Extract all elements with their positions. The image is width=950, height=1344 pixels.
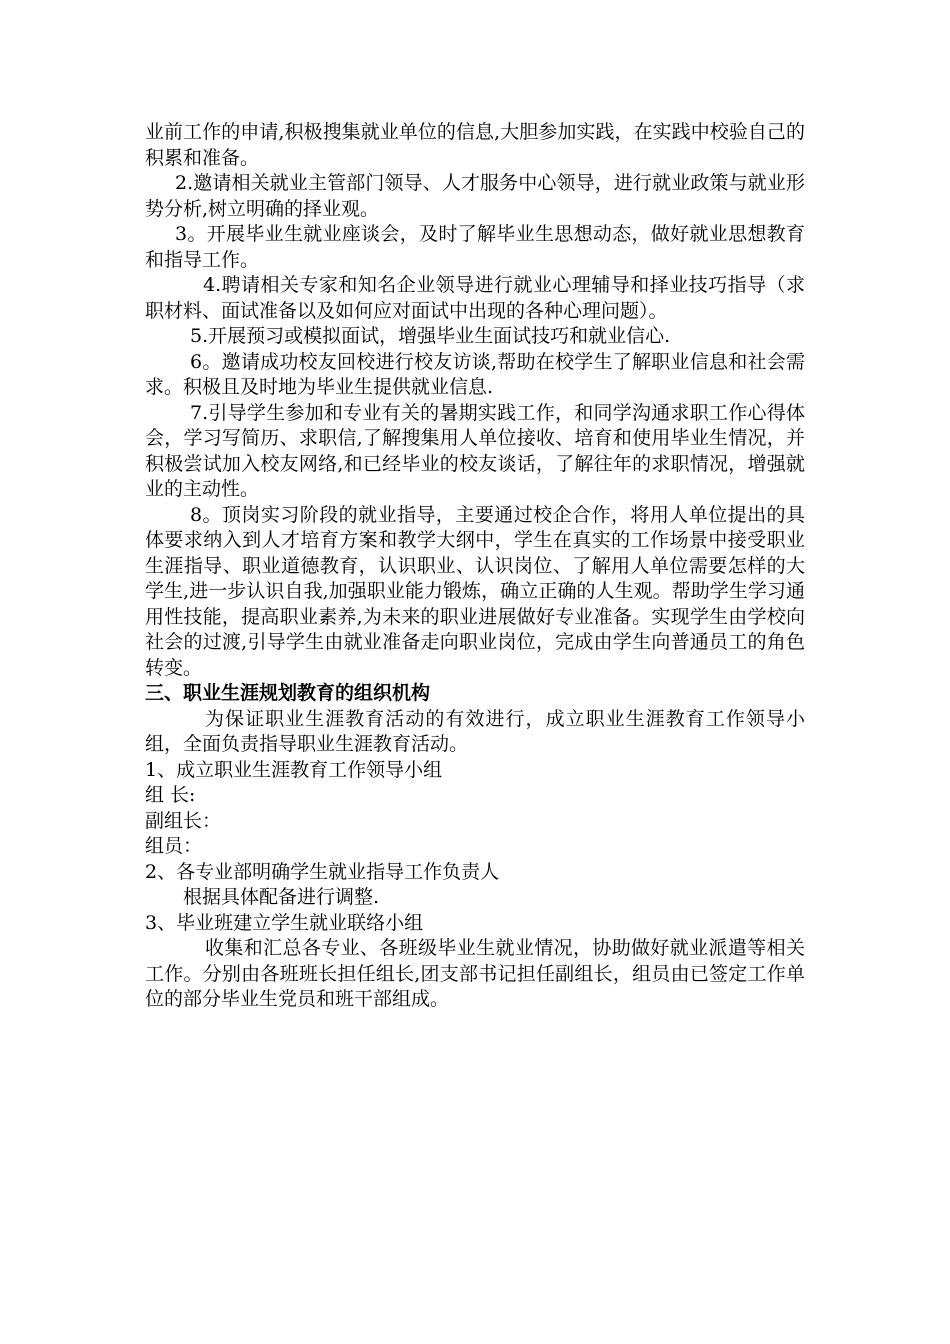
list-item-1: 1、成立职业生涯教育工作领导小组	[145, 758, 443, 781]
paragraph-item-5: 5.开展预习或模拟面试，增强毕业生面试技巧和就业信心.	[190, 325, 671, 347]
group-leader-label: 组 长:	[145, 784, 196, 806]
section-heading: 三、职业生涯规划教育的组织机构	[145, 682, 431, 704]
deputy-leader-label: 副组长：	[145, 809, 222, 832]
members-label: 组员：	[145, 835, 203, 857]
paragraph-item-7: 7.引导学生参加和专业有关的暑期实践工作，和同学沟通求职工作心得体会，学习写简历、求职信,了解搜集用人单位接收、培育和使用毕业生情况，并积极尝试加入校友网络,和已经毕业的校友谈话，了解往年的求职情况，增强就业的主动性。	[145, 401, 805, 500]
document-body	[145, 120, 805, 1013]
paragraph-section-intro: 为保证职业生涯教育活动的有效进行，成立职业生涯教育工作领导小组，全面负责指导职业生涯教育活动。	[145, 707, 805, 755]
paragraph-continuation: 业前工作的申请,积极搜集就业单位的信息,大胆参加实践，在实践中校验自己的积累和准备。	[145, 121, 805, 169]
paragraph-item-2: 2.邀请相关就业主管部门领导、人才服务中心领导，进行就业政策与就业形势分析,树立明确的择业观。	[145, 172, 805, 220]
paragraph-item-8: 8。顶岗实习阶段的就业指导，主要通过校企合作，将用人单位提出的具体要求纳入到人才培育方案和教学大纲中，学生在真实的工作场景中接受职业生涯指导、职业道德教育，认识职业、认识岗位、了解用人单位需要怎样的大学生,进一步认识自我,加强职业能力锻炼，确立正确的人生观。帮助学生学习通用性技能，提高职业素养,为未来的职业进展做好专业准备。实现学生由学校向社会的过渡,引导学生由就业准备走向职业岗位，完成由学生向普通员工的角色转变。	[145, 503, 805, 679]
list-item-3: 3、毕业班建立学生就业联络小组	[145, 911, 424, 934]
list-item-3-detail: 收集和汇总各专业、各班级毕业生就业情况，协助做好就业派遣等相关工作。分别由各班班长担任组长,团支部书记担任副组长，组员由已签定工作单位的部分毕业生党员和班干部组成。	[145, 937, 805, 1010]
paragraph-item-3: 3。开展毕业生就业座谈会，及时了解毕业生思想动态，做好就业思想教育和指导工作。	[145, 223, 805, 271]
list-item-2-note: 根据具体配备进行调整.	[183, 886, 380, 908]
paragraph-item-6: 6。邀请成功校友回校进行校友访谈,帮助在校学生了解职业信息和社会需求。积极且及时地为毕业生提供就业信息.	[145, 350, 805, 398]
paragraph-item-4: 4.聘请相关专家和知名企业领导进行就业心理辅导和择业技巧指导（求职材料、面试准备以及如何应对面试中出现的各种心理问题）。	[145, 274, 805, 322]
list-item-2: 2、各专业部明确学生就业指导工作负责人	[145, 860, 500, 883]
